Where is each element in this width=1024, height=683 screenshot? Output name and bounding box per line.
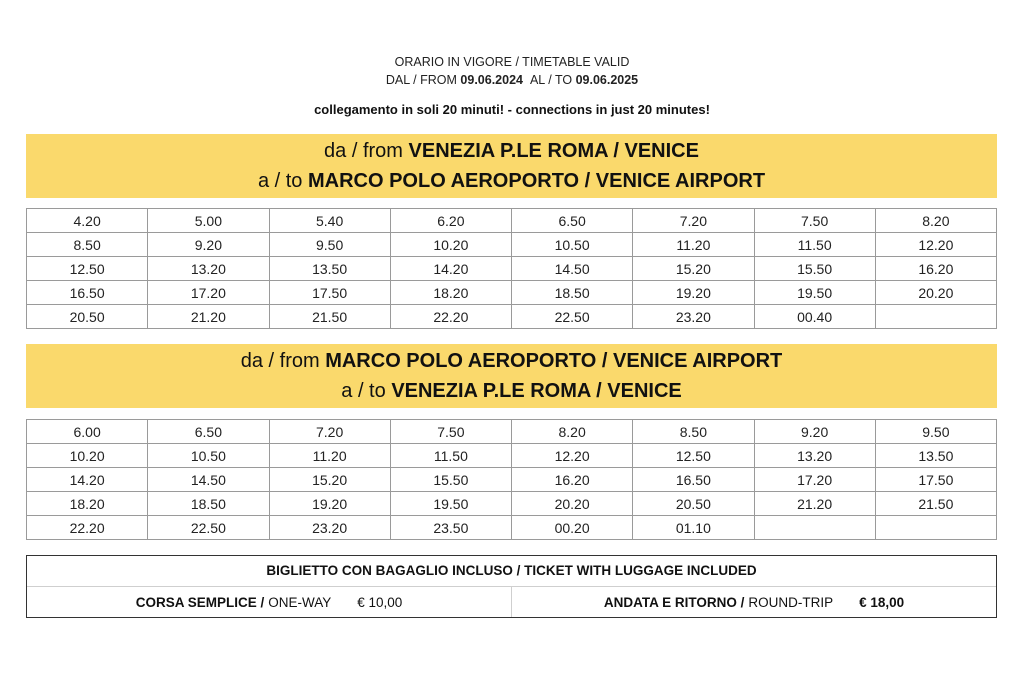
departure-time-cell: 5.00 bbox=[148, 209, 269, 233]
round-trip-label-en: ROUND-TRIP bbox=[748, 594, 834, 610]
departure-time-cell: 19.50 bbox=[754, 281, 875, 305]
departure-time-cell: 12.20 bbox=[875, 233, 996, 257]
round-trip-price: € 18,00 bbox=[859, 594, 905, 610]
table-row bbox=[27, 209, 997, 233]
departure-time-cell: 11.50 bbox=[754, 233, 875, 257]
departure-time-cell: 22.20 bbox=[27, 516, 148, 540]
departure-time-cell: 13.20 bbox=[148, 257, 269, 281]
departure-time-cell: 20.50 bbox=[27, 305, 148, 329]
departure-time-cell: 7.20 bbox=[633, 209, 754, 233]
outbound-from-prefix: da / from bbox=[324, 140, 403, 162]
return-destination bbox=[341, 376, 681, 406]
fares-heading: BIGLIETTO CON BAGAGLIO INCLUSO / TICKET WITH LUGGAGE INCLUDED bbox=[27, 556, 996, 587]
departure-time-cell: 10.20 bbox=[27, 444, 148, 468]
departure-time-cell: 17.50 bbox=[875, 468, 996, 492]
table-row bbox=[27, 420, 997, 444]
departure-time-cell: 00.40 bbox=[754, 305, 875, 329]
departure-time-cell: 8.50 bbox=[27, 233, 148, 257]
departure-time-cell: 13.50 bbox=[269, 257, 390, 281]
departure-time-cell: 8.20 bbox=[512, 420, 633, 444]
departure-time-cell: 9.50 bbox=[875, 420, 996, 444]
departure-time-cell: 16.50 bbox=[27, 281, 148, 305]
round-trip-fare bbox=[511, 587, 996, 617]
one-way-fare bbox=[27, 587, 511, 617]
outbound-destination bbox=[258, 166, 765, 196]
departure-time-cell: 10.20 bbox=[390, 233, 511, 257]
departure-time-cell: 7.50 bbox=[390, 420, 511, 444]
departure-time-cell: 13.50 bbox=[875, 444, 996, 468]
departure-time-cell: 21.50 bbox=[269, 305, 390, 329]
validity-line: ORARIO IN VIGORE / TIMETABLE VALID bbox=[394, 55, 630, 69]
return-origin bbox=[241, 346, 783, 376]
departure-time-cell: 11.20 bbox=[633, 233, 754, 257]
departure-time-cell: 9.20 bbox=[148, 233, 269, 257]
departure-time-cell: 11.50 bbox=[390, 444, 511, 468]
departure-time-cell: 21.20 bbox=[148, 305, 269, 329]
departure-time-cell bbox=[754, 516, 875, 540]
departure-time-cell: 5.40 bbox=[269, 209, 390, 233]
table-row bbox=[27, 468, 997, 492]
departure-time-cell: 18.20 bbox=[390, 281, 511, 305]
departure-time-cell: 23.20 bbox=[633, 305, 754, 329]
departure-time-cell: 14.20 bbox=[27, 468, 148, 492]
departure-time-cell: 4.20 bbox=[27, 209, 148, 233]
round-trip-label-it: ANDATA E RITORNO / bbox=[603, 594, 745, 610]
fares-box bbox=[26, 555, 997, 618]
departure-time-cell: 10.50 bbox=[512, 233, 633, 257]
table-row bbox=[27, 281, 997, 305]
departure-time-cell: 20.20 bbox=[512, 492, 633, 516]
outbound-to-place: MARCO POLO AEROPORTO / VENICE AIRPORT bbox=[307, 170, 766, 192]
departure-time-cell: 11.20 bbox=[269, 444, 390, 468]
departure-time-cell: 15.50 bbox=[390, 468, 511, 492]
departure-time-cell: 23.20 bbox=[269, 516, 390, 540]
departure-time-cell: 20.20 bbox=[875, 281, 996, 305]
table-row bbox=[27, 492, 997, 516]
to-date: 09.06.2025 bbox=[575, 73, 639, 87]
departure-time-cell: 15.20 bbox=[633, 257, 754, 281]
departure-time-cell: 8.50 bbox=[633, 420, 754, 444]
departure-time-cell: 13.20 bbox=[754, 444, 875, 468]
one-way-label-it: CORSA SEMPLICE / bbox=[135, 594, 265, 610]
timetable-validity bbox=[0, 53, 1024, 89]
departure-time-cell: 8.20 bbox=[875, 209, 996, 233]
departure-time-cell: 14.50 bbox=[512, 257, 633, 281]
one-way-price: € 10,00 bbox=[357, 594, 403, 610]
departure-time-cell: 7.20 bbox=[269, 420, 390, 444]
departure-time-cell: 19.20 bbox=[633, 281, 754, 305]
outbound-origin bbox=[324, 136, 699, 166]
departure-time-cell: 22.20 bbox=[390, 305, 511, 329]
departure-time-cell: 10.50 bbox=[148, 444, 269, 468]
departure-time-cell: 12.50 bbox=[27, 257, 148, 281]
departure-time-cell: 17.20 bbox=[754, 468, 875, 492]
departure-time-cell: 23.50 bbox=[390, 516, 511, 540]
table-row bbox=[27, 233, 997, 257]
departure-time-cell: 12.50 bbox=[633, 444, 754, 468]
table-row bbox=[27, 305, 997, 329]
return-to-prefix: a / to bbox=[341, 380, 386, 402]
departure-time-cell: 18.20 bbox=[27, 492, 148, 516]
departure-time-cell: 16.20 bbox=[875, 257, 996, 281]
outbound-timetable bbox=[26, 208, 997, 329]
departure-time-cell: 21.50 bbox=[875, 492, 996, 516]
departure-time-cell: 17.20 bbox=[148, 281, 269, 305]
departure-time-cell: 6.00 bbox=[27, 420, 148, 444]
departure-time-cell: 19.20 bbox=[269, 492, 390, 516]
departure-time-cell: 9.50 bbox=[269, 233, 390, 257]
departure-time-cell bbox=[875, 516, 996, 540]
departure-time-cell: 15.50 bbox=[754, 257, 875, 281]
departure-time-cell: 6.50 bbox=[512, 209, 633, 233]
departure-time-cell: 18.50 bbox=[512, 281, 633, 305]
return-to-place: VENEZIA P.LE ROMA / VENICE bbox=[391, 380, 682, 402]
departure-time-cell: 22.50 bbox=[512, 305, 633, 329]
departure-time-cell: 16.50 bbox=[633, 468, 754, 492]
table-row bbox=[27, 257, 997, 281]
departure-time-cell bbox=[875, 305, 996, 329]
departure-time-cell: 12.20 bbox=[512, 444, 633, 468]
departure-time-cell: 19.50 bbox=[390, 492, 511, 516]
departure-time-cell: 00.20 bbox=[512, 516, 633, 540]
outbound-to-prefix: a / to bbox=[257, 170, 303, 192]
outbound-from-place: VENEZIA P.LE ROMA / VENICE bbox=[408, 140, 699, 162]
departure-time-cell: 9.20 bbox=[754, 420, 875, 444]
table-row bbox=[27, 516, 997, 540]
departure-time-cell: 14.20 bbox=[390, 257, 511, 281]
from-label: DAL / FROM bbox=[385, 73, 457, 87]
departure-time-cell: 22.50 bbox=[148, 516, 269, 540]
return-from-place: MARCO POLO AEROPORTO / VENICE AIRPORT bbox=[325, 350, 783, 372]
tagline: collegamento in soli 20 minuti! - connections in just 20 minutes! bbox=[314, 102, 710, 117]
return-timetable bbox=[26, 419, 997, 540]
return-route-header bbox=[26, 344, 997, 408]
one-way-label-en: ONE-WAY bbox=[268, 594, 332, 610]
departure-time-cell: 01.10 bbox=[633, 516, 754, 540]
departure-time-cell: 15.20 bbox=[269, 468, 390, 492]
table-row bbox=[27, 444, 997, 468]
validity-dates bbox=[0, 71, 1024, 89]
departure-time-cell: 6.50 bbox=[148, 420, 269, 444]
departure-time-cell: 14.50 bbox=[148, 468, 269, 492]
departure-time-cell: 7.50 bbox=[754, 209, 875, 233]
fares-row bbox=[27, 587, 996, 617]
from-date: 09.06.2024 bbox=[460, 73, 523, 87]
departure-time-cell: 18.50 bbox=[148, 492, 269, 516]
departure-time-cell: 20.50 bbox=[633, 492, 754, 516]
departure-time-cell: 21.20 bbox=[754, 492, 875, 516]
to-label: AL / TO bbox=[529, 73, 573, 87]
departure-time-cell: 16.20 bbox=[512, 468, 633, 492]
outbound-route-header bbox=[26, 134, 997, 198]
departure-time-cell: 17.50 bbox=[269, 281, 390, 305]
return-from-prefix: da / from bbox=[240, 350, 320, 372]
departure-time-cell: 6.20 bbox=[390, 209, 511, 233]
